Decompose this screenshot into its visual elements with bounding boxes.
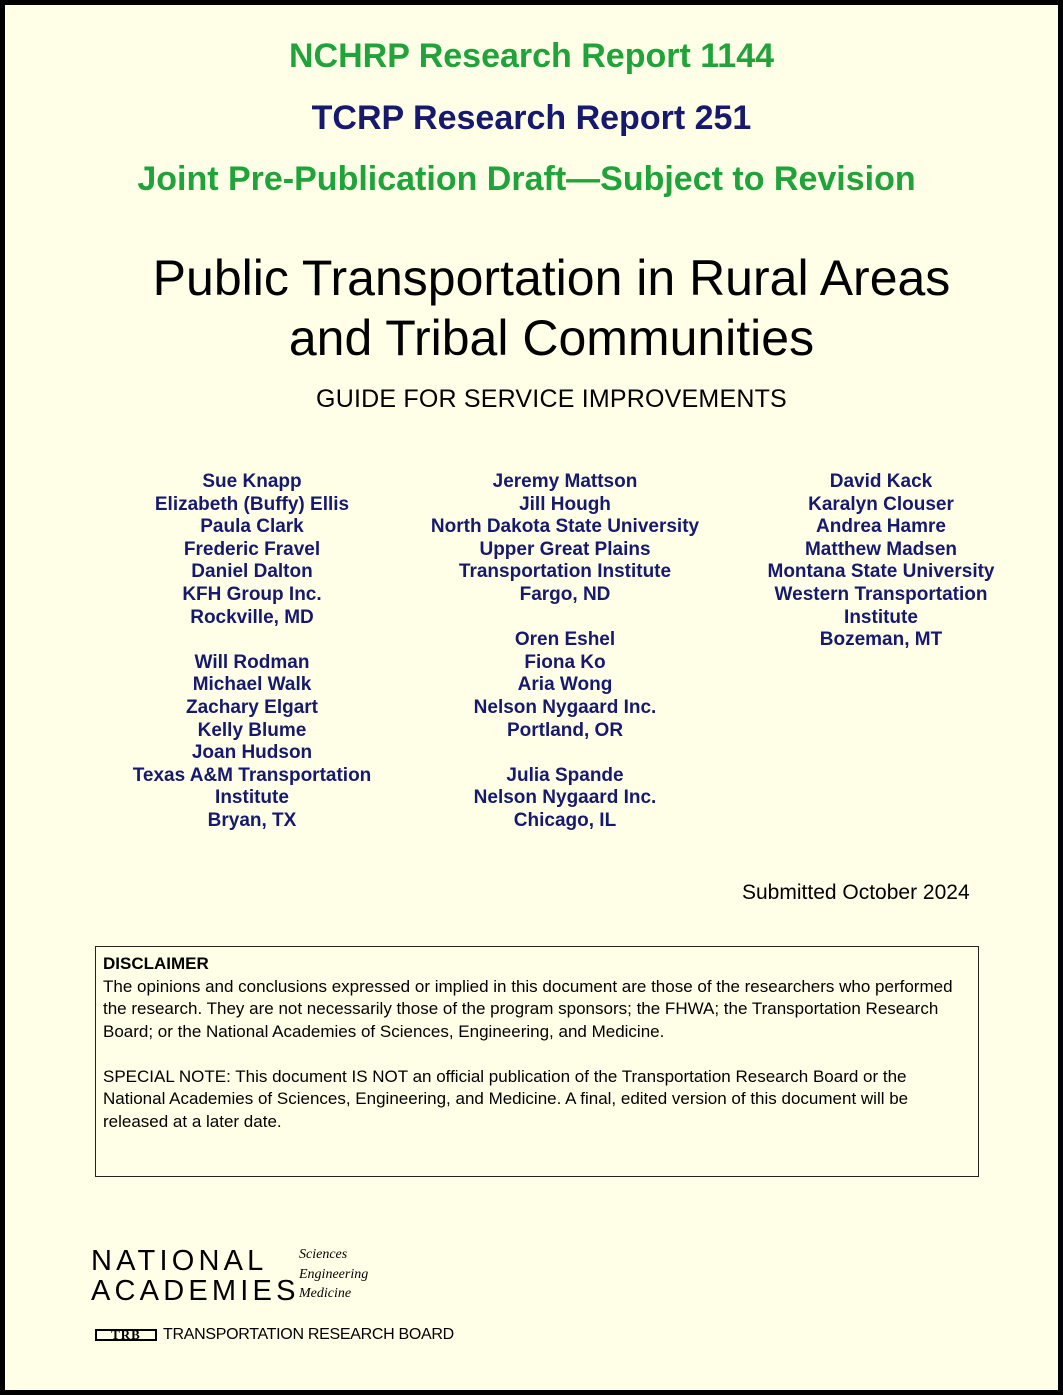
author-line: Transportation Institute [458, 561, 672, 583]
author-group-spacer [407, 607, 723, 630]
author-line: Chicago, IL [513, 809, 617, 831]
author-line: Elizabeth (Buffy) Ellis [154, 493, 350, 515]
logo-sciences: Sciences [299, 1247, 348, 1262]
logo-word-academies: ACADEMIES [91, 1275, 300, 1307]
trb-logo [95, 1326, 454, 1346]
author-line: Texas A&M Transportation [132, 764, 372, 786]
report-title-line-2: and Tribal Communities [288, 310, 815, 366]
author-line: Paula Clark [200, 516, 304, 538]
authors-column-1 [97, 471, 407, 833]
author-line: Nelson Nygaard Inc. [473, 696, 657, 718]
report-subtitle: GUIDE FOR SERVICE IMPROVEMENTS [316, 385, 787, 413]
author-line: Western Transportation [774, 583, 988, 605]
author-line: Fargo, ND [519, 583, 611, 605]
author-line: Frederic Fravel [183, 538, 321, 560]
authors-column-2 [407, 471, 723, 833]
logo-engineering: Engineering [299, 1267, 369, 1282]
author-group-spacer [407, 742, 723, 765]
author-line: North Dakota State University [430, 516, 700, 538]
author-line: Institute [844, 606, 918, 628]
author-line: Montana State University [767, 561, 995, 583]
disclaimer-box [95, 946, 979, 1177]
trb-mark-icon [95, 1329, 157, 1341]
author-line: Andrea Hamre [816, 516, 946, 538]
author-line: Daniel Dalton [191, 561, 313, 583]
author-line: Sue Knapp [202, 471, 302, 492]
report-title [45, 248, 1058, 368]
author-line: Upper Great Plains [479, 538, 651, 560]
author-line: Michael Walk [192, 674, 312, 696]
author-line: Will Rodman [194, 651, 310, 673]
trb-name: TRANSPORTATION RESEARCH BOARD [163, 1326, 454, 1343]
draft-notice: Joint Pre-Publication Draft—Subject to Revision [137, 160, 916, 198]
author-line: Rockville, MD [190, 606, 314, 628]
author-line: Jeremy Mattson [492, 471, 638, 492]
report-title-line-1: Public Transportation in Rural Areas [152, 250, 951, 306]
authors-column-3 [737, 471, 1025, 652]
logo-word-national: NATIONAL [91, 1245, 268, 1277]
author-line: Institute [215, 787, 289, 809]
nchrp-report-number: NCHRP Research Report 1144 [288, 37, 775, 75]
author-line: Matthew Madsen [804, 538, 958, 560]
author-line: Fiona Ko [524, 651, 606, 673]
author-line: Aria Wong [517, 674, 613, 696]
author-line: Kelly Blume [197, 719, 307, 741]
special-note: SPECIAL NOTE: This document IS NOT an official publication of the Transportation Research Board or the National Academies of Sciences, Engineering, and Medicine. A final, edited version of this document will be released at a later date. [103, 1066, 909, 1131]
disclaimer-body: The opinions and conclusions expressed or implied in this document are those of the researchers who performed the research. They are not necessarily those of the program sponsors; the FHWA; the Transportation Research Board; or the National Academies of Sciences, Engineering, and Medicine. [103, 976, 953, 1041]
author-group-spacer [97, 629, 407, 652]
author-line: Jill Hough [519, 493, 611, 515]
author-line: KFH Group Inc. [182, 583, 322, 605]
author-line: Bozeman, MT [819, 629, 943, 651]
author-line: Zachary Elgart [186, 696, 318, 718]
author-line: Julia Spande [506, 764, 624, 786]
trb-mark-text: TRB [111, 1327, 141, 1342]
logo-medicine: Medicine [299, 1286, 352, 1301]
author-line: Portland, OR [506, 719, 624, 741]
author-line: Joan Hudson [191, 742, 313, 764]
disclaimer-heading: DISCLAIMER [103, 954, 209, 973]
tcrp-report-number: TCRP Research Report 251 [311, 99, 752, 137]
submission-date: Submitted October 2024 [742, 881, 970, 904]
author-line: Oren Eshel [514, 629, 616, 651]
author-line: Bryan, TX [207, 809, 297, 831]
author-line: Nelson Nygaard Inc. [473, 787, 657, 809]
author-line: Karalyn Clouser [808, 493, 954, 515]
author-line: David Kack [829, 471, 933, 492]
